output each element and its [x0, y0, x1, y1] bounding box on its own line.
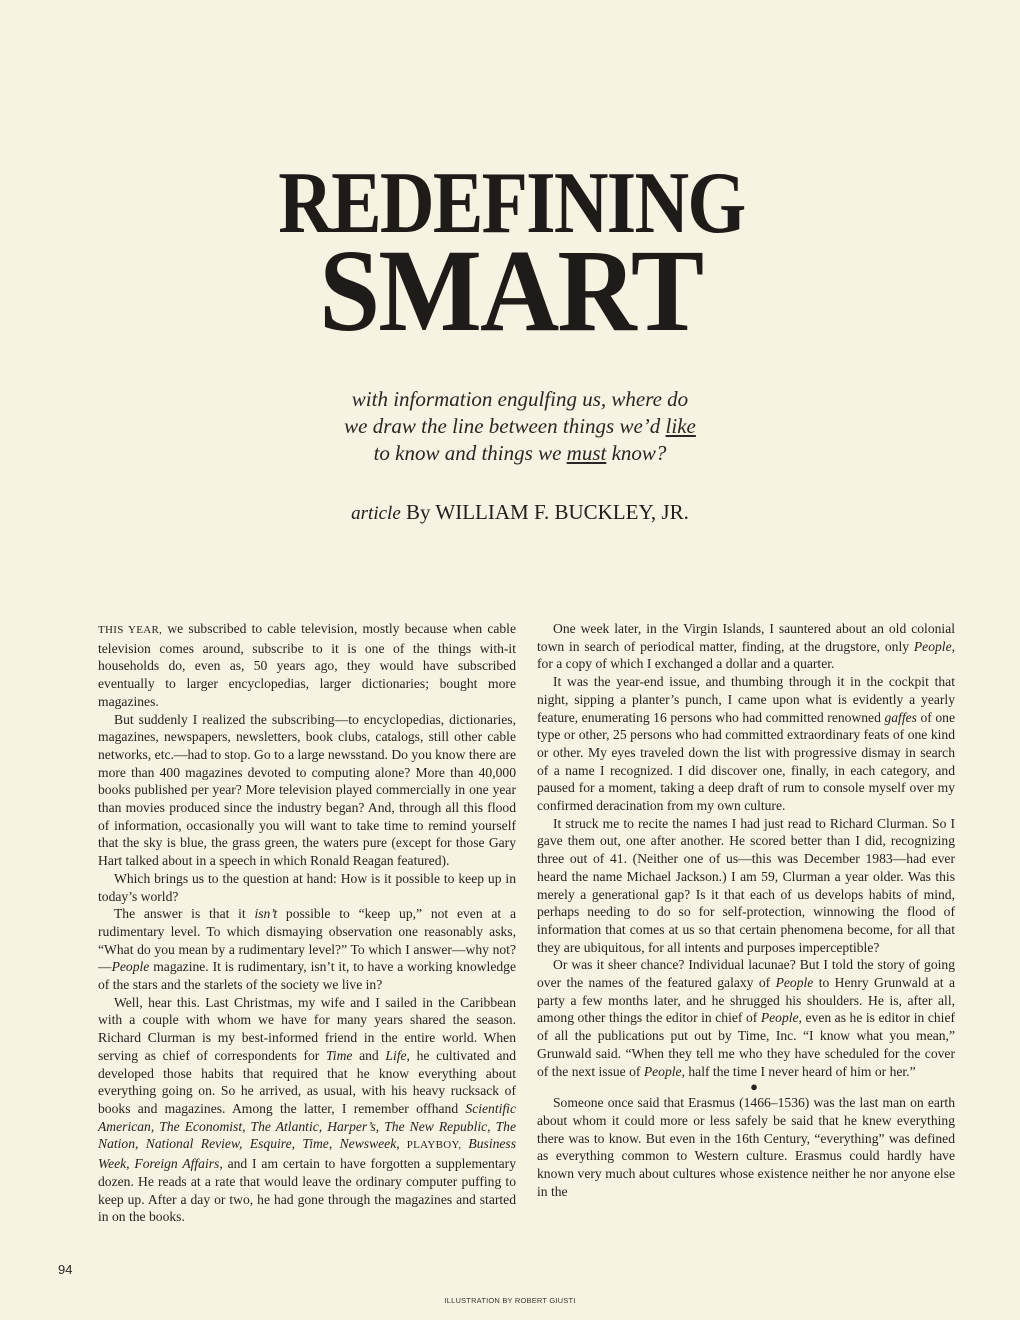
section-separator: ●	[750, 1079, 758, 1095]
byline	[0, 500, 1020, 525]
subtitle-dek	[300, 386, 740, 467]
paragraph: But suddenly I realized the subscribing—to encyclopedias, dictionaries, magazines, newspapers, newsletters, book clubs, catalogs, still other cable networks, etc.—had to stop. Go to a large newsstand. Do you know there are more than 400 magazines devoted to computing alone? More than 40,000 books published per year? More television played commercially in one year than movies produced since the industry began? And, through all this flood of information, occasionally you will want to take time to remind yourself that the sky is blue, the grass green, the waters pure (except for those Gary Hart talked about in a speech in which Ronald Reagan featured).	[98, 711, 516, 869]
page-number: 94	[58, 1262, 73, 1277]
paragraph: The answer is that it isn’t possible to “keep up,” not even at a rudimentary level. To which dismaying observation one reasonably asks, “What do you mean by a rudimentary level?” To which I answer—why not?—People magazine. It is rudimentary, isn’t it, to have a working knowledge of the stars and the starlets of the society we live in?	[98, 906, 516, 993]
paragraph: One week later, in the Virgin Islands, I sauntered about an old colonial town in search of periodical matter, finding, at the drugstore, only People, for a copy of which I exchanged a dollar and a quarter.	[537, 621, 955, 672]
paragraph: Which brings us to the question at hand: How is it possible to keep up in today’s world?	[98, 870, 516, 904]
illustration-credit: ILLUSTRATION BY ROBERT GIUSTI	[444, 1296, 576, 1305]
paragraph: Well, hear this. Last Christmas, my wife and I sailed in the Caribbean with a couple with whom we have for many years shared the season. Richard Clurman is my best-informed friend in the entire world. When serving as chief of correspondents for Time and Life, he cultivated and developed those habits that required that he know everything about everything going on. So he arrived, as usual, with his heavy rucksack of books and magazines. Among the latter, I remember offhand Scientific American, The Economist, The Atlantic, Harper’s, The New Republic, The Nation, National Review, Esquire, Time, Newsweek, PLAYBOY, Business Week, Foreign Affairs, and I am certain to have forgotten a supplementary dozen. He reads at a rate that would leave the ordinary computer puffing to keep up. After a day or two, he had gone through the magazines and started in on the books.	[98, 994, 516, 1225]
paragraph: Or was it sheer chance? Individual lacunae? But I told the story of going over the names of the featured galaxy of People to Henry Grunwald at a party a few months later, and he shrugged his shoulders. He is, after all, among other things the editor in chief of People, even as he is editor in chief of all the publications put out by Time, Inc. “I know what you mean,” Grunwald said. “When they tell me who they have scheduled for the cover of the next issue of People, half the time I never heard of him or her.”	[537, 957, 956, 1079]
title-line-1: REDEFINING	[278, 155, 745, 252]
dek-line-3: to know and things we must know?	[373, 441, 667, 465]
title-line-2: SMART	[319, 225, 703, 356]
text-column-left	[98, 620, 516, 1226]
dek-line-1: with information engulfing us, where do	[351, 387, 689, 411]
paragraph: THIS YEAR, we subscribed to cable television, mostly because when cable television comes around, subscribe to it is one of the things with-it households do, even as, 50 years ago, they would have subscribed eventually to larger encyclopedias, larger dictionaries; bought more magazines.	[98, 621, 516, 709]
paragraph: Someone once said that Erasmus (1466–1536) was the last man on earth about whom it could more or less safely be said that he knew everything there was to know. But even in the 16th Century, “everything” was defined as everything common to Western culture. Erasmus could hardly have known very much about cultures whose existence neither he nor anyone else in the	[537, 1095, 955, 1199]
article-kind: article	[351, 503, 401, 524]
dek-line-2: we draw the line between things we’d like	[344, 414, 696, 438]
text-column-right	[537, 620, 955, 1201]
paragraph: It was the year-end issue, and thumbing through it in the cockpit that night, sipping a planter’s punch, I came upon what is evidently a yearly feature, enumerating 16 persons who had committed renowned gaffes of one type or other, 25 persons who had committed extraordinary feats of one kind or other. My eyes traveled down the list with progressive dismay in search of a name I recognized. I did discover one, finally, in each category, and paused for a moment, taking a deep draft of rum to console myself over my confirmed deracination from my own culture.	[537, 674, 956, 814]
paragraph: It struck me to recite the names I had just read to Richard Clurman. So I gave them out, one after another. He scored better than I did, recognizing three out of 41. (Neither one of us—this was December 1983—had ever heard the name Michael Jackson.) I am 59, Clurman a year older. Was this merely a generational gap? Is it that each of us develops habits of mind, perhaps needing to do so for self-protection, winnowing the flood of information that comes at us so that certain phenomena become, for all that they are ubiquitous, for all intents and purposes imperceptible?	[537, 815, 955, 955]
author: By WILLIAM F. BUCKLEY, JR.	[406, 500, 689, 524]
